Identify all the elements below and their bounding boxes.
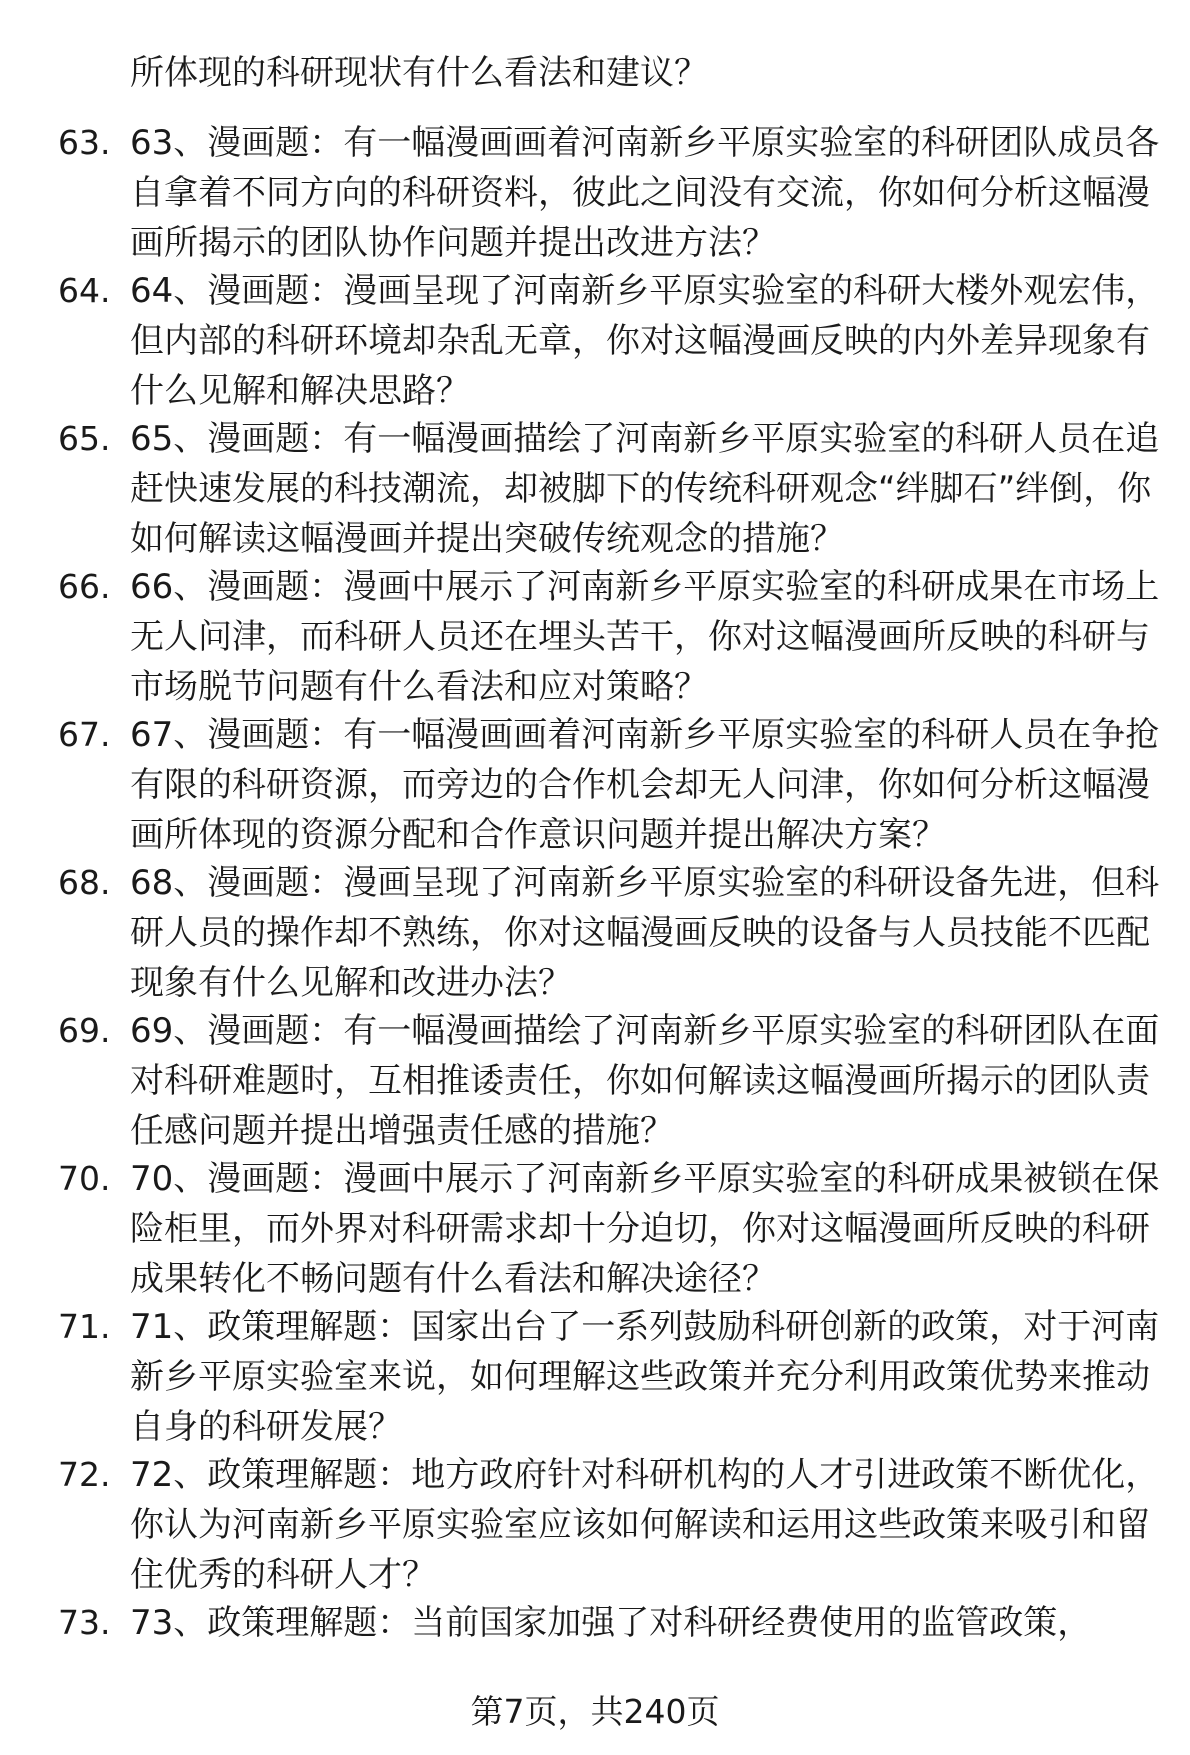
item-number: 68. xyxy=(58,863,111,902)
item-text: 73、政策理解题：当前国家加强了对科研经费使用的监管政策， xyxy=(130,1603,1092,1643)
item-number: 69. xyxy=(58,1011,111,1050)
item-number: 71. xyxy=(58,1307,111,1346)
item-text: 65、漫画题：有一幅漫画描绘了河南新乡平原实验室的科研人员在追赶快速发展的科技潮流，却被脚下的传统科研观念“绊脚石”绊倒，你如何解读这幅漫画并提出突破传统观念的措施？ xyxy=(130,419,1160,559)
continuation-text: 所体现的科研现状有什么看法和建议？ xyxy=(130,53,708,93)
item-text: 67、漫画题：有一幅漫画画着河南新乡平原实验室的科研人员在争抢有限的科研资源，而旁边的合作机会却无人问津，你如何分析这幅漫画所体现的资源分配和合作意识问题并提出解决方案？ xyxy=(130,715,1160,855)
item-text: 72、政策理解题：地方政府针对科研机构的人才引进政策不断优化，你认为河南新乡平原实验室应该如何解读和运用这些政策来吸引和留住优秀的科研人才？ xyxy=(130,1455,1160,1595)
item-text: 71、政策理解题：国家出台了一系列鼓励科研创新的政策，对于河南新乡平原实验室来说，如何理解这些政策并充分利用政策优势来推动自身的科研发展？ xyxy=(130,1307,1160,1447)
item-text: 68、漫画题：漫画呈现了河南新乡平原实验室的科研设备先进，但科研人员的操作却不熟练，你对这幅漫画反映的设备与人员技能不匹配现象有什么见解和改进办法？ xyxy=(130,863,1160,1003)
item-text: 70、漫画题：漫画中展示了河南新乡平原实验室的科研成果被锁在保险柜里，而外界对科研需求却十分迫切，你对这幅漫画所反映的科研成果转化不畅问题有什么看法和解决途径？ xyxy=(130,1159,1160,1299)
item-number: 65. xyxy=(58,419,111,458)
item-text: 66、漫画题：漫画中展示了河南新乡平原实验室的科研成果在市场上无人问津，而科研人员还在埋头苦干，你对这幅漫画所反映的科研与市场脱节问题有什么看法和应对策略？ xyxy=(130,567,1160,707)
page-footer: 第7页，共240页 xyxy=(470,1692,720,1731)
item-number: 70. xyxy=(58,1159,111,1198)
item-number: 67. xyxy=(58,715,111,754)
item-number: 63. xyxy=(58,123,111,162)
item-number: 72. xyxy=(58,1455,111,1494)
item-text: 69、漫画题：有一幅漫画描绘了河南新乡平原实验室的科研团队在面对科研难题时，互相推诿责任，你如何解读这幅漫画所揭示的团队责任感问题并提出增强责任感的措施？ xyxy=(130,1011,1160,1151)
item-number: 73. xyxy=(58,1603,111,1642)
item-text: 64、漫画题：漫画呈现了河南新乡平原实验室的科研大楼外观宏伟，但内部的科研环境却杂乱无章，你对这幅漫画反映的内外差异现象有什么见解和解决思路？ xyxy=(130,271,1160,411)
item-number: 64. xyxy=(58,271,111,310)
item-number: 66. xyxy=(58,567,111,606)
item-text: 63、漫画题：有一幅漫画画着河南新乡平原实验室的科研团队成员各自拿着不同方向的科研资料，彼此之间没有交流，你如何分析这幅漫画所揭示的团队协作问题并提出改进方法？ xyxy=(130,123,1160,263)
